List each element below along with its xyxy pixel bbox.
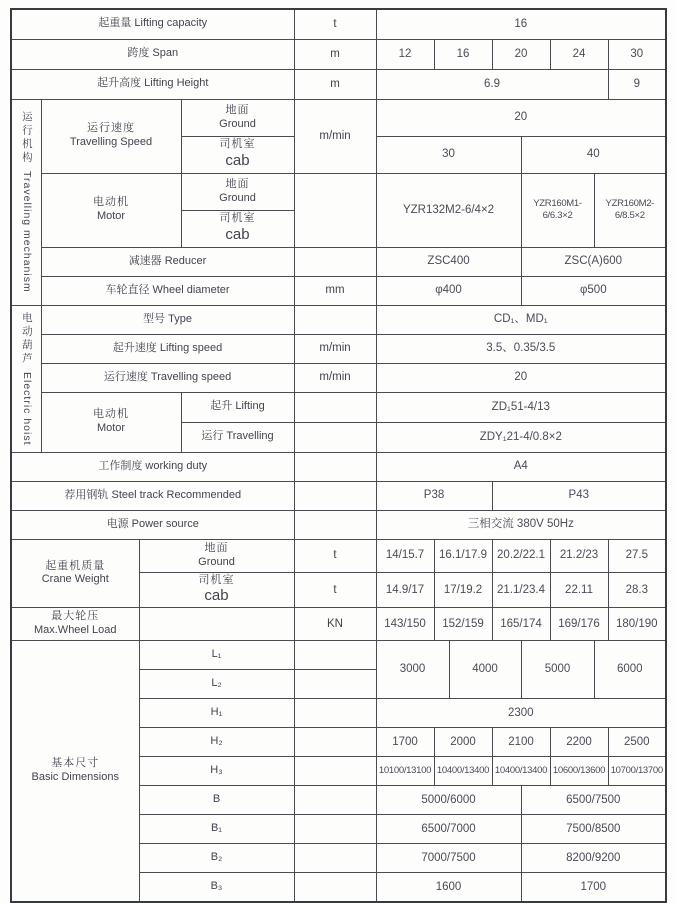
- type-unit-empty: [294, 305, 376, 334]
- working-duty-value: A4: [376, 452, 666, 481]
- row-dim-L1: [11, 641, 666, 670]
- steel-track-label: 荐用钢轨 Steel track Recommended: [11, 481, 294, 510]
- reducer-unit-empty: [294, 247, 376, 276]
- row-travel-speed-ground: [11, 99, 666, 136]
- type-value: CD₁、MD₁: [376, 305, 666, 334]
- lifting-height-value: 6.9: [376, 69, 608, 99]
- dim-unit-empty: [294, 699, 376, 728]
- hoist-travel-speed-label: 运行速度 Travelling speed: [41, 363, 294, 392]
- ground-sublabel: 地面 Ground: [181, 99, 294, 136]
- row-max-wheel-load: [11, 608, 666, 641]
- dim-label-H3: H₃: [139, 757, 294, 786]
- cab-sublabel: 司机室 cab: [181, 136, 294, 173]
- steel-track-value: P43: [492, 481, 666, 510]
- crane-spec-table: [10, 8, 667, 903]
- dim-label-B2: B₂: [139, 844, 294, 873]
- dim-value: 1700: [521, 873, 666, 902]
- lifting-height-unit: m: [294, 69, 376, 99]
- steel-track-value: P38: [376, 481, 492, 510]
- hoist-travel-speed-unit: m/min: [294, 363, 376, 392]
- wheel-diameter-value: φ500: [521, 276, 666, 305]
- hoist-motor-travelling-sublabel: 运行 Travelling: [181, 422, 294, 452]
- crane-weight-ground-unit: t: [294, 539, 376, 572]
- row-type: [11, 305, 666, 334]
- crane-weight-value: 21.2/23: [550, 539, 608, 572]
- cab-sublabel: 司机室 cab: [181, 210, 294, 247]
- lifting-capacity-value: 16: [376, 9, 666, 39]
- section-travelling-mechanism: [11, 99, 41, 305]
- lifting-capacity-label: 起重量 Lifting capacity: [11, 9, 294, 39]
- crane-weight-value: 22.11: [550, 572, 608, 608]
- dim-label-B1: B₁: [139, 815, 294, 844]
- dim-label-B3: B₃: [139, 873, 294, 902]
- crane-weight-label: 起重机质量 Crane Weight: [11, 539, 139, 608]
- power-source-unit-empty: [294, 510, 376, 539]
- section-label-en: Travelling mechanism: [20, 171, 33, 293]
- dim-value: 1700: [376, 728, 434, 757]
- travel-motor-unit-empty: [294, 173, 376, 247]
- working-duty-label: 工作制度 working duty: [11, 452, 294, 481]
- travelling-speed-label: 运行速度 Travelling Speed: [41, 99, 181, 173]
- row-working-duty: [11, 452, 666, 481]
- crane-weight-value: 14.9/17: [376, 572, 434, 608]
- dim-value: 7000/7500: [376, 844, 521, 873]
- span-value: 24: [550, 39, 608, 69]
- power-source-label: 电源 Power source: [11, 510, 294, 539]
- steel-track-unit-empty: [294, 481, 376, 510]
- hoist-motor-travelling-unit-empty: [294, 422, 376, 452]
- crane-weight-value: 27.5: [608, 539, 666, 572]
- dim-value: 4000: [449, 641, 521, 699]
- row-power-source: [11, 510, 666, 539]
- dim-value: 6500/7000: [376, 815, 521, 844]
- travel-motor-value: YZR160M1-6/6.3×2: [521, 173, 594, 247]
- reducer-value: ZSC(A)600: [521, 247, 666, 276]
- hoist-motor-lifting-sublabel: 起升 Lifting: [181, 392, 294, 422]
- reducer-value: ZSC400: [376, 247, 521, 276]
- travel-speed-cab-value: 30: [376, 136, 521, 173]
- dim-value: 10400/13400: [492, 757, 550, 786]
- travel-motor-value: YZR160M2-6/8.5×2: [594, 173, 666, 247]
- hoist-lifting-speed-value: 3.5、0.35/3.5: [376, 334, 666, 363]
- max-wheel-load-value: 152/159: [434, 608, 492, 641]
- dim-value: 5000/6000: [376, 786, 521, 815]
- dim-value: 2200: [550, 728, 608, 757]
- row-lifting-capacity: [11, 9, 666, 39]
- crane-weight-value: 14/15.7: [376, 539, 434, 572]
- row-crane-weight-ground: [11, 539, 666, 572]
- crane-weight-cab-unit: t: [294, 572, 376, 608]
- travel-speed-cab-value: 40: [521, 136, 666, 173]
- row-hoist-motor-lifting: [11, 392, 666, 422]
- section-electric-hoist: [11, 305, 41, 452]
- span-value: 20: [492, 39, 550, 69]
- dim-value: 10700/13700: [608, 757, 666, 786]
- dim-value: 3000: [376, 641, 449, 699]
- row-steel-track: [11, 481, 666, 510]
- hoist-motor-travelling-value: ZDY₁21-4/0.8×2: [376, 422, 666, 452]
- working-duty-unit-empty: [294, 452, 376, 481]
- span-value: 12: [376, 39, 434, 69]
- reducer-label: 减速器 Reducer: [41, 247, 294, 276]
- dim-value: 2000: [434, 728, 492, 757]
- travel-motor-label: 电动机 Motor: [41, 173, 181, 247]
- max-wheel-load-value: 143/150: [376, 608, 434, 641]
- wheel-diameter-label: 车轮直径 Wheel diameter: [41, 276, 294, 305]
- hoist-motor-lifting-value: ZD₁51-4/13: [376, 392, 666, 422]
- span-unit: m: [294, 39, 376, 69]
- power-source-value: 三相交流 380V 50Hz: [376, 510, 666, 539]
- row-lifting-height: [11, 69, 666, 99]
- lifting-capacity-unit: t: [294, 9, 376, 39]
- hoist-lifting-speed-label: 起升速度 Lifting speed: [41, 334, 294, 363]
- hoist-motor-label: 电动机 Motor: [41, 392, 181, 452]
- max-wheel-load-value: 180/190: [608, 608, 666, 641]
- span-value: 16: [434, 39, 492, 69]
- wheel-diameter-unit: mm: [294, 276, 376, 305]
- span-label: 跨度 Span: [11, 39, 294, 69]
- travel-speed-unit: m/min: [294, 99, 376, 173]
- dim-unit-empty: [294, 641, 376, 670]
- row-travel-motor-ground: [11, 173, 666, 210]
- cab-sublabel: 司机室 cab: [139, 572, 294, 608]
- max-wheel-load-value: 165/174: [492, 608, 550, 641]
- row-reducer: [11, 247, 666, 276]
- max-wheel-load-label: 最大轮压 Max.Wheel Load: [11, 608, 139, 641]
- dim-value: 2500: [608, 728, 666, 757]
- crane-weight-value: 16.1/17.9: [434, 539, 492, 572]
- ground-sublabel: 地面 Ground: [139, 539, 294, 572]
- dim-unit-empty: [294, 728, 376, 757]
- lifting-height-value: 9: [608, 69, 666, 99]
- crane-weight-value: 21.1/23.4: [492, 572, 550, 608]
- dim-value: 1600: [376, 873, 521, 902]
- row-span: [11, 39, 666, 69]
- dim-value: 2300: [376, 699, 666, 728]
- section-label-zh: 运行机构: [20, 111, 33, 166]
- crane-weight-value: 20.2/22.1: [492, 539, 550, 572]
- dim-label-B: B: [139, 786, 294, 815]
- max-wheel-load-sublabel-empty: [139, 608, 294, 641]
- row-hoist-travel-speed: [11, 363, 666, 392]
- dim-unit-empty: [294, 873, 376, 902]
- dim-value: 7500/8500: [521, 815, 666, 844]
- dim-value: 6000: [594, 641, 666, 699]
- max-wheel-load-value: 169/176: [550, 608, 608, 641]
- travel-motor-value: YZR132M2-6/4×2: [376, 173, 521, 247]
- span-value: 30: [608, 39, 666, 69]
- dim-value: 10400/13400: [434, 757, 492, 786]
- dim-unit-empty: [294, 815, 376, 844]
- dim-value: 2100: [492, 728, 550, 757]
- crane-weight-value: 28.3: [608, 572, 666, 608]
- dim-label-H1: H₁: [139, 699, 294, 728]
- crane-weight-value: 17/19.2: [434, 572, 492, 608]
- travel-speed-ground-value: 20: [376, 99, 666, 136]
- dim-value: 8200/9200: [521, 844, 666, 873]
- type-label: 型号 Type: [41, 305, 294, 334]
- section-label-en: Electric hoist: [20, 371, 33, 446]
- hoist-motor-lifting-unit-empty: [294, 392, 376, 422]
- dim-value: 6500/7500: [521, 786, 666, 815]
- dim-value: 10100/13100: [376, 757, 434, 786]
- row-hoist-lifting-speed: [11, 334, 666, 363]
- dim-value: 10600/13600: [550, 757, 608, 786]
- wheel-diameter-value: φ400: [376, 276, 521, 305]
- dim-unit-empty: [294, 670, 376, 699]
- hoist-travel-speed-value: 20: [376, 363, 666, 392]
- dim-label-L2: L₂: [139, 670, 294, 699]
- dim-value: 5000: [521, 641, 594, 699]
- dim-unit-empty: [294, 786, 376, 815]
- dim-unit-empty: [294, 844, 376, 873]
- lifting-height-label: 起升高度 Lifting Height: [11, 69, 294, 99]
- hoist-lifting-speed-unit: m/min: [294, 334, 376, 363]
- row-wheel-diameter: [11, 276, 666, 305]
- ground-sublabel: 地面 Ground: [181, 173, 294, 210]
- max-wheel-load-unit: KN: [294, 608, 376, 641]
- dim-label-H2: H₂: [139, 728, 294, 757]
- section-label-zh: 电动葫芦: [20, 311, 33, 366]
- basic-dimensions-label: 基本尺寸 Basic Dimensions: [11, 641, 139, 902]
- dim-unit-empty: [294, 757, 376, 786]
- dim-label-L1: L₁: [139, 641, 294, 670]
